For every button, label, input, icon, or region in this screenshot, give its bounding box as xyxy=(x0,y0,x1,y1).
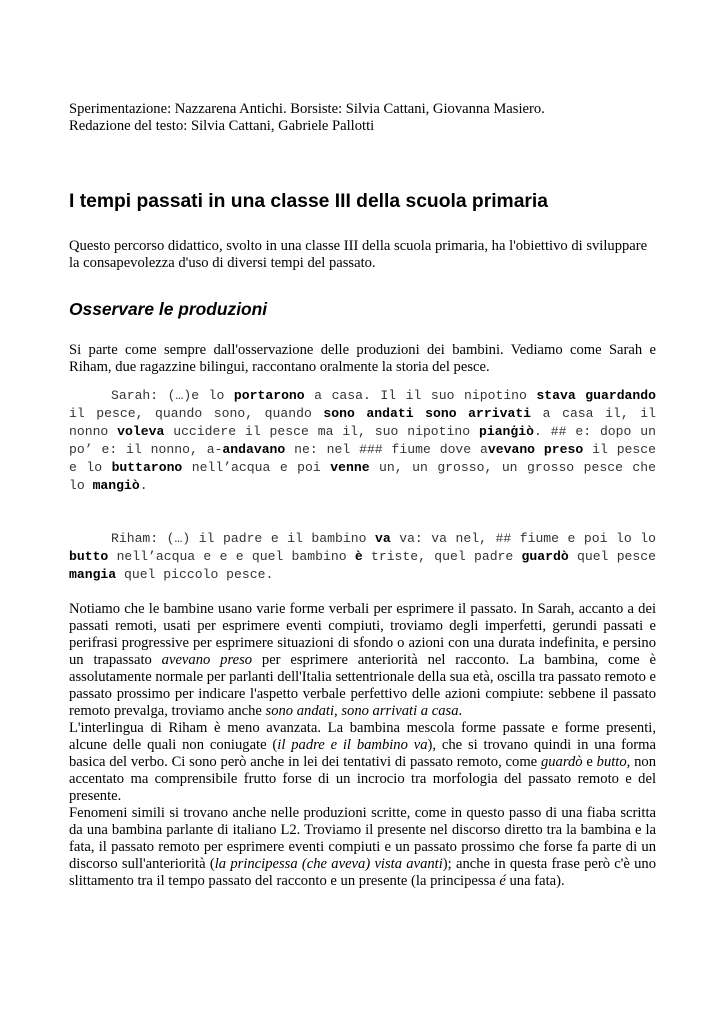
document-page xyxy=(69,101,656,890)
document-title: I tempi passati in una classe III della scuola primaria xyxy=(69,191,549,212)
transcript-sarah: Sarah: (…)e lo portarono a casa. Il il suo nipotino stava guardando il pesce, quando sono, quando sono andati sono arrivati a casa il, il nonno voleva uccidere il pesce ma il, suo nipotino pianġiò. ## e: dopo un po’ e: il nonno, a-andavano ne: nel ### fiume dove avevano preso il pesce e lo buttarono nell’acqua e poi venne un, un grosso, un grosso pesce che lo mangiò. xyxy=(69,388,657,493)
analysis-paragraph-3: Fenomeni simili si trovano anche nelle produzioni scritte, come in questo passo di una fiaba scritta da una bambina parlante di italiano L2. Troviamo il presente nel discorso diretto tra la bambina e la fata, il passato remoto per esprimere eventi compiuti e un passato prossimo che forse fa parte di un discorso sull'anteriorità (la principessa (che aveva) vista avanti); anche in questa frase però c'è uno slittamento tra il tempo passato del racconto e un presente (la principessa é una fata). xyxy=(69,805,657,890)
section-intro-paragraph: Si parte come sempre dall'osservazione delle produzioni dei bambini. Vediamo come Sarah e Riham, due ragazzine bilingui, raccontano oralmente la storia del pesce. xyxy=(69,342,656,375)
transcript-riham: Riham: (…) il padre e il bambino va va: va nel, ## fiume e poi lo lo butto nell’acqua e e e quel bambino è triste, quel padre guardò quel pesce mangia quel piccolo pesce. xyxy=(69,531,656,583)
credits-line-2: Redazione del testo: Silvia Cattani, Gabriele Pallotti xyxy=(69,118,375,134)
analysis-paragraph-2: L'interlingua di Riham è meno avanzata. La bambina mescola forme passate e forme presenti, alcune delle quali non coniugate (il padre e il bambino va), che si trovano quindi in una forma basica del verbo. Ci sono però anche in lei dei tentativi di passato remoto, come guardò e butto, non accentato ma comprensibile frutto forse di un incrocio tra morfologia del passato remoto e del presente. xyxy=(69,720,656,805)
credits xyxy=(69,101,656,135)
analysis-paragraph-1: Notiamo che le bambine usano varie forme verbali per esprimere il passato. In Sarah, accanto a dei passati remoti, usati per esprimere eventi compiuti, troviamo degli imperfetti, gerundi passati e perifrasi progressive per esprimere situazioni di sfondo o azioni con una durata indefinita, e persino un trapassato avevano preso per esprimere anteriorità nel racconto. La bambina, come è assolutamente normale per parlanti dell'Italia settentrionale della sua età, oscilla tra passato remoto e passato prossimo per indicare l'aspetto verbale perfettivo delle azioni compiute: sebbene il passato remoto prevalga, troviamo anche sono andati, sono arrivati a casa. xyxy=(69,601,657,720)
credits-line-1: Sperimentazione: Nazzarena Antichi. Borsiste: Silvia Cattani, Giovanna Masiero. xyxy=(69,101,545,117)
section-heading: Osservare le produzioni xyxy=(69,299,268,319)
intro-paragraph: Questo percorso didattico, svolto in una classe III della scuola primaria, ha l'obiettivo di sviluppare la consapevolezza d'uso di diversi tempi del passato. xyxy=(69,238,648,271)
analysis-text xyxy=(69,601,656,890)
